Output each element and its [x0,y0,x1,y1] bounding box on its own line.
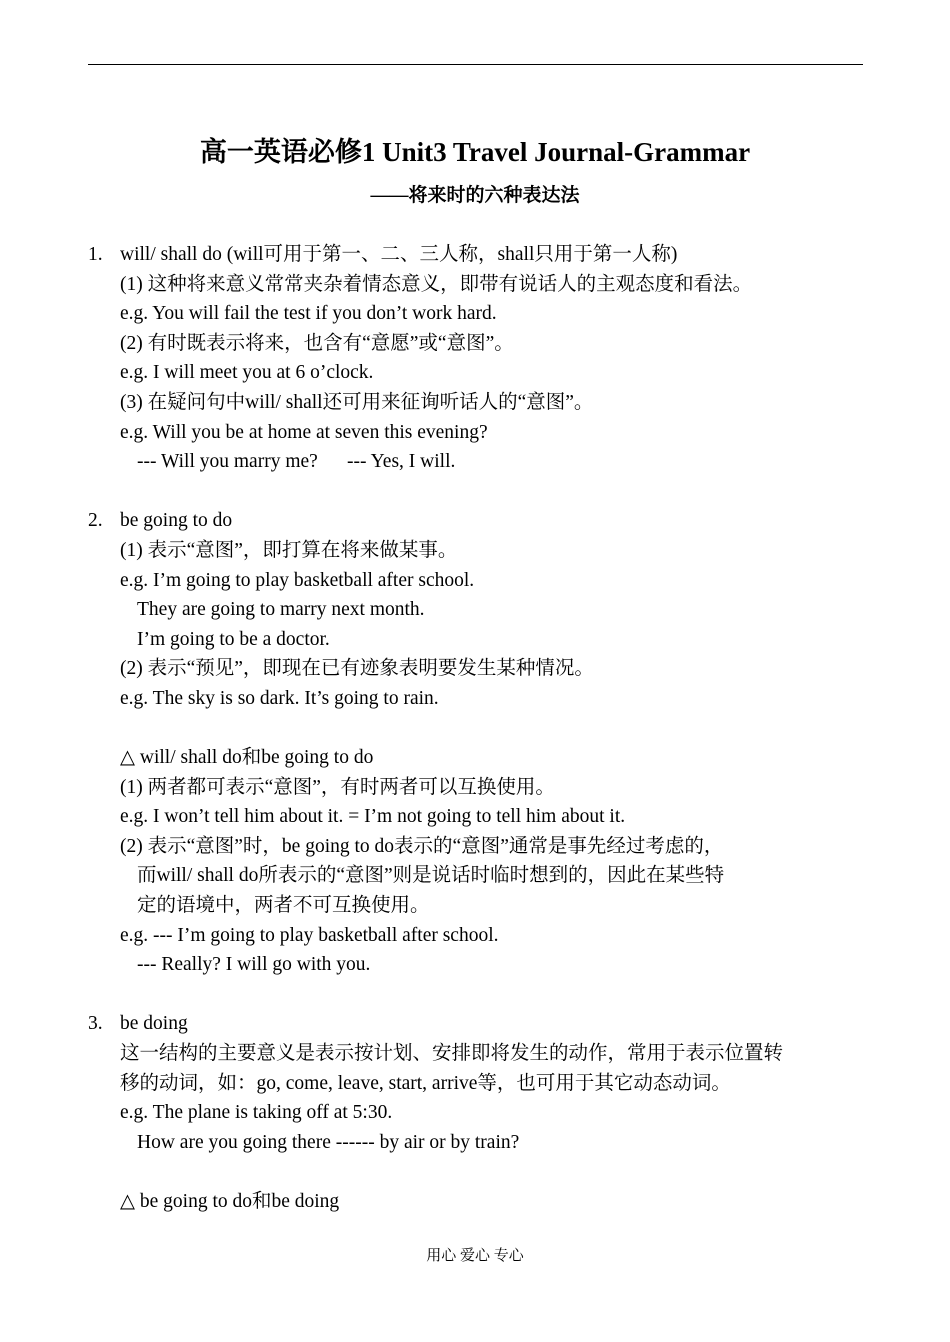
section-heading-text: will/ shall do (will可用于第一、二、三人称，shall只用于第一人称) [120,244,678,265]
document-body [88,240,868,1217]
section-number: 3. [88,1013,103,1035]
header-rule [88,64,863,65]
example: --- Really? I will go with you. [137,954,371,976]
example: e.g. The plane is taking off at 5:30. [120,1102,393,1124]
paragraph: (2) 表示“预见”，即现在已有迹象表明要发生某种情况。 [120,658,594,680]
paragraph: (2) 有时既表示将来，也含有“意愿”或“意图”。 [120,332,514,354]
document-title: 高一英语必修1 Unit3 Travel Journal-Grammar [199,137,751,167]
paragraph: 移的动词，如：go, come, leave, start, arrive等，也可用于其它动态动词。 [120,1072,731,1094]
section-2-heading [88,506,868,536]
paragraph: (1) 两者都可表示“意图”，有时两者可以互换使用。 [120,776,555,798]
section-1-heading [88,240,868,270]
example: e.g. The sky is so dark. It’s going to rain. [120,687,439,709]
paragraph: (1) 这种将来意义常常夹杂着情态意义，即带有说话人的主观态度和看法。 [120,273,753,295]
page-footer: 用心 爱心 专心 [426,1248,524,1264]
document-subtitle: ——将来时的六种表达法 [370,185,580,206]
example: They are going to marry next month. [137,599,425,621]
example: I’m going to be a doctor. [137,628,330,650]
section-heading-text: be going to do [120,510,233,532]
section-3-heading [88,1009,868,1039]
paragraph: 这一结构的主要意义是表示按计划、安排即将发生的动作，常用于表示位置转 [120,1043,784,1065]
paragraph: 而will/ shall do所表示的“意图”则是说话时临时想到的，因此在某些特 [137,865,725,887]
comparison-heading: △ will/ shall do和be going to do [120,747,374,769]
section-number: 2. [88,510,103,532]
example: e.g. --- I’m going to play basketball after school. [120,924,499,946]
example: e.g. I won’t tell him about it. = I’m not going to tell him about it. [120,806,626,828]
example: e.g. I’m going to play basketball after school. [120,569,475,591]
example: e.g. Will you be at home at seven this evening? [120,421,488,443]
section-number: 1. [88,244,103,265]
comparison-heading: △ be going to do和be doing [120,1191,340,1212]
paragraph: (3) 在疑问句中will/ shall还可用来征询听话人的“意图”。 [120,391,594,413]
example: How are you going there ------ by air or by train? [137,1131,520,1153]
paragraph: (1) 表示“意图”，即打算在将来做某事。 [120,539,458,561]
section-heading-text: be doing [120,1013,188,1035]
example: e.g. You will fail the test if you don’t work hard. [120,303,497,325]
paragraph: (2) 表示“意图”时，be going to do表示的“意图”通常是事先经过考虑的， [120,835,724,857]
example: --- Will you marry me? --- Yes, I will. [137,451,456,473]
paragraph: 定的语境中，两者不可互换使用。 [137,895,430,917]
example: e.g. I will meet you at 6 o’clock. [120,362,374,384]
